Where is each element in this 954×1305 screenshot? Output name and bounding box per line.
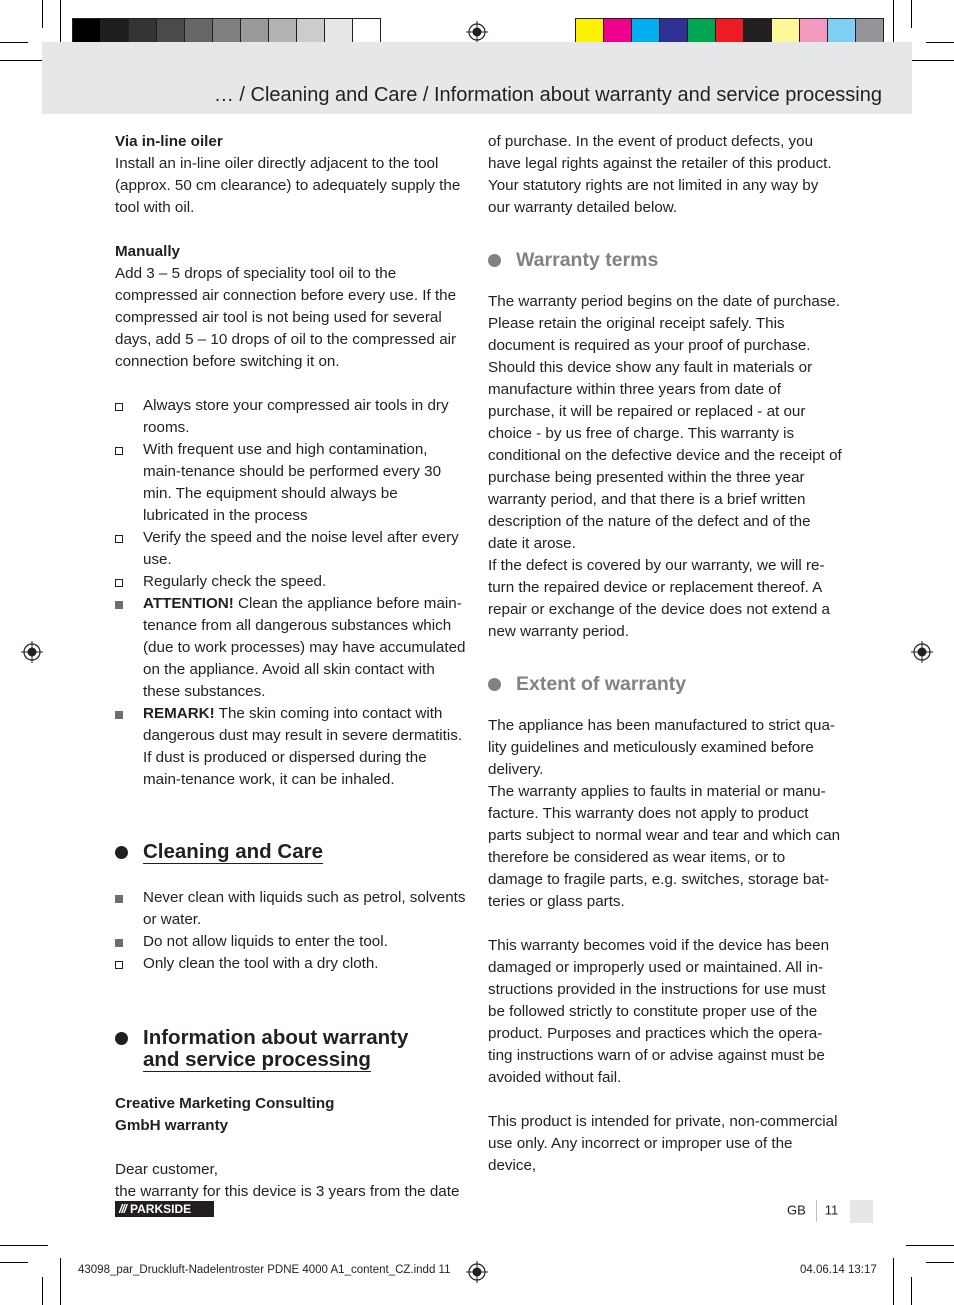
page-number-value: 11 (824, 1202, 839, 1218)
extent-paragraph: This product is intended for private, non-commercial use only. Any incorrect or improper use of the device, (488, 1113, 838, 1174)
warranty-intro-continued: of purchase. In the event of product defects, you have legal rights against the retailer of this product. Your statutory rights are not limited in any way by our warranty detailed below. (488, 133, 832, 216)
square-bullet-icon (115, 601, 123, 609)
right-column (488, 131, 842, 1177)
list-item-remark: REMARK! The skin coming into contact with dangerous dust may result in severe dermatitis. If dust is produced or dispersed during the main-tenance work, it can be inhaled. (115, 703, 467, 791)
bullet-dot-icon (488, 678, 501, 691)
extent-paragraph: The appliance has been manufactured to strict qua-lity guidelines and meticulously examined before delivery. (488, 717, 835, 778)
bullet-dot-icon (488, 254, 501, 267)
company-name: Creative Marketing Consulting GmbH warranty (115, 1095, 335, 1134)
page-number (787, 1200, 838, 1222)
greeting: Dear customer, (115, 1161, 218, 1178)
list-item: Never clean with liquids such as petrol, solvents or water. (115, 887, 467, 931)
left-column (115, 131, 467, 1203)
terms-paragraph: Should this device show any fault in materials or manufacture within three years from date of purchase, it will be repaired or replaced - at our choice - by us free of charge. This warranty is conditional on the defective device and the receipt of purchase being presented within the three year warranty period, and that there is a brief written description of the nature of the defect and of the date it arose. (488, 359, 842, 552)
warranty-terms-heading: Warranty terms (488, 249, 842, 271)
square-bullet-icon (115, 895, 123, 903)
list-item: Always store your compressed air tools in dry rooms. (115, 395, 467, 439)
warranty-heading: Information about warranty and service processing (115, 1027, 467, 1071)
slug-date: 04.06.14 13:17 (800, 1264, 877, 1276)
checkbox-bullet-icon (115, 961, 123, 969)
cleaning-heading: Cleaning and Care (115, 841, 467, 863)
page-title: … / Cleaning and Care / Information about warranty and service processing (213, 84, 882, 106)
list-item: Regularly check the speed. (115, 571, 467, 593)
checkbox-bullet-icon (115, 447, 123, 455)
list-item: Verify the speed and the noise level after every use. (115, 527, 467, 571)
extent-paragraph: This warranty becomes void if the device has been damaged or improperly used or maintained. All in-structions provided in the instructions for use must be followed strictly to constitute proper use of the product. Purposes and practices which the opera-ting instructions warn of or advise against must be avoided without fail. (488, 937, 830, 1086)
registration-mark-icon (911, 641, 933, 663)
extent-paragraph: The warranty applies to faults in material or manu-facture. This warranty does not apply to product parts subject to normal wear and tear and which can therefore be considered as wear items, or to damage to fragile parts, e.g. switches, storage bat-teries or glass parts. (488, 783, 841, 910)
square-bullet-icon (115, 939, 123, 947)
registration-mark-icon (21, 641, 43, 663)
maintenance-list (115, 395, 467, 791)
registration-mark-icon (466, 1261, 488, 1283)
terms-paragraph: If the defect is covered by our warranty, we will re-turn the repaired device or replacement thereof. A repair or exchange of the device does not extend a new warranty period. (488, 557, 830, 640)
list-item: Only clean the tool with a dry cloth. (115, 953, 467, 975)
bullet-dot-icon (115, 846, 128, 859)
warranty-intro: the warranty for this device is 3 years from the date (115, 1183, 460, 1200)
checkbox-bullet-icon (115, 403, 123, 411)
manual-text: Add 3 – 5 drops of speciality tool oil to the compressed air connection before every use. If the compressed air tool is not being used for several days, add 5 – 10 drops of oil to the compressed air connection before switching it on. (115, 265, 457, 370)
checkbox-bullet-icon (115, 535, 123, 543)
list-item: With frequent use and high contamination, main-tenance should be performed every 30 min. The equipment should always be lubricated in the process (115, 439, 467, 527)
cleaning-list (115, 887, 467, 975)
bullet-dot-icon (115, 1032, 128, 1045)
terms-paragraph: The warranty period begins on the date of purchase. Please retain the original receipt safely. This document is required as your proof of purchase. (488, 293, 841, 354)
registration-mark-icon (466, 21, 488, 43)
list-item-attention: ATTENTION! Clean the appliance before main-tenance from all dangerous substances which (due to work processes) may have accumulated on the appliance. Avoid all skin contact with these substances. (115, 593, 467, 703)
slug-filename: 43098_par_Druckluft-Nadelentroster PDNE 4000 A1_content_CZ.indd 11 (78, 1264, 451, 1276)
checkbox-bullet-icon (115, 579, 123, 587)
language-code: GB (787, 1202, 806, 1218)
list-item: Do not allow liquids to enter the tool. (115, 931, 467, 953)
manual-heading: Manually (115, 243, 180, 260)
page-tab (850, 1200, 873, 1223)
extent-heading: Extent of warranty (488, 673, 842, 695)
square-bullet-icon (115, 711, 123, 719)
oiler-heading: Via in-line oiler (115, 133, 223, 150)
oiler-text: Install an in-line oiler directly adjacent to the tool (approx. 50 cm clearance) to adequately supply the tool with oil. (115, 155, 461, 216)
parkside-logo: /// PARKSIDE (115, 1201, 214, 1217)
